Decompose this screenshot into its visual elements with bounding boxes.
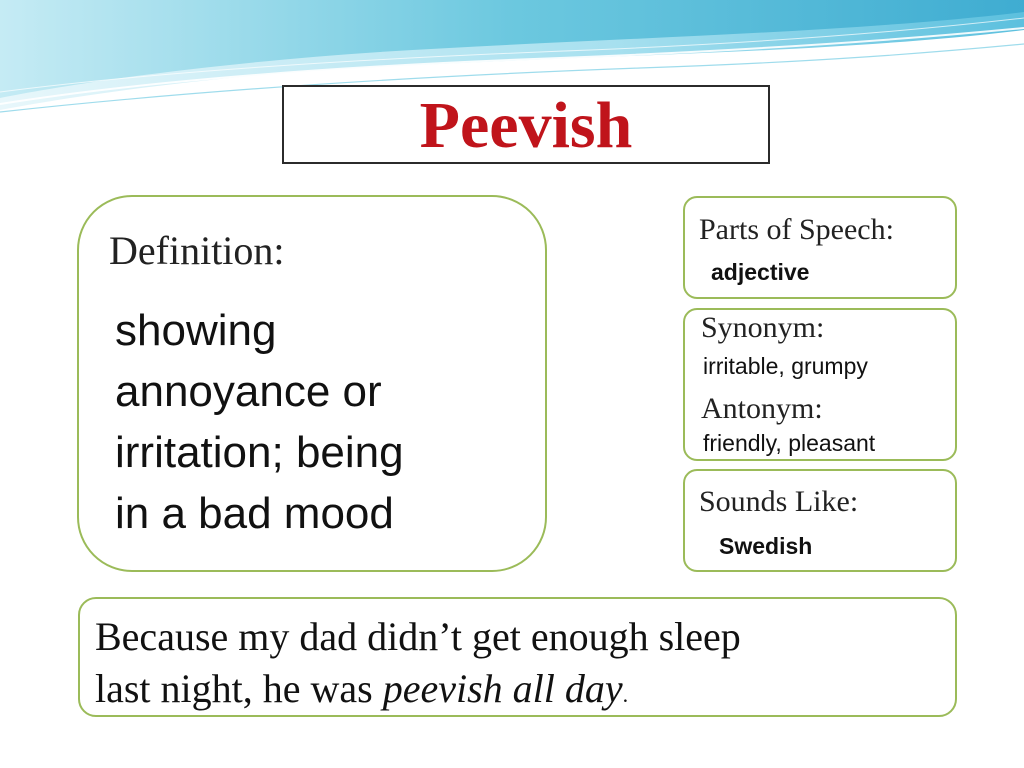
example-sentence-card (78, 597, 957, 717)
definition-line: annoyance or (115, 367, 382, 416)
sentence-period: . (622, 682, 629, 707)
parts-of-speech-label: Parts of Speech: (699, 213, 894, 246)
sounds-like-label: Sounds Like: (699, 485, 859, 518)
sounds-like-value: Swedish (719, 533, 813, 559)
definition-text (115, 300, 515, 544)
sentence-emphasis: peevish all day (382, 666, 623, 711)
definition-line: showing (115, 306, 277, 355)
page-title: Peevish (419, 88, 633, 162)
sounds-like-card (683, 469, 957, 572)
definition-line: irritation; being (115, 428, 404, 477)
parts-of-speech-value: adjective (711, 259, 810, 285)
parts-of-speech-card (683, 196, 957, 299)
definition-label: Definition: (109, 228, 285, 273)
sentence-line-2 (95, 663, 945, 721)
antonym-label: Antonym: (701, 392, 823, 425)
definition-card (77, 195, 547, 572)
synonym-value: irritable, grumpy (703, 353, 868, 379)
title-box (282, 85, 770, 164)
example-sentence (95, 611, 945, 721)
synonym-antonym-card (683, 308, 957, 461)
definition-line: in a bad mood (115, 489, 394, 538)
synonym-label: Synonym: (701, 311, 825, 344)
sentence-line-1: Because my dad didn’t get enough sleep (95, 614, 741, 659)
sentence-line-2-start: last night, he was (95, 666, 383, 711)
antonym-value: friendly, pleasant (703, 430, 876, 456)
